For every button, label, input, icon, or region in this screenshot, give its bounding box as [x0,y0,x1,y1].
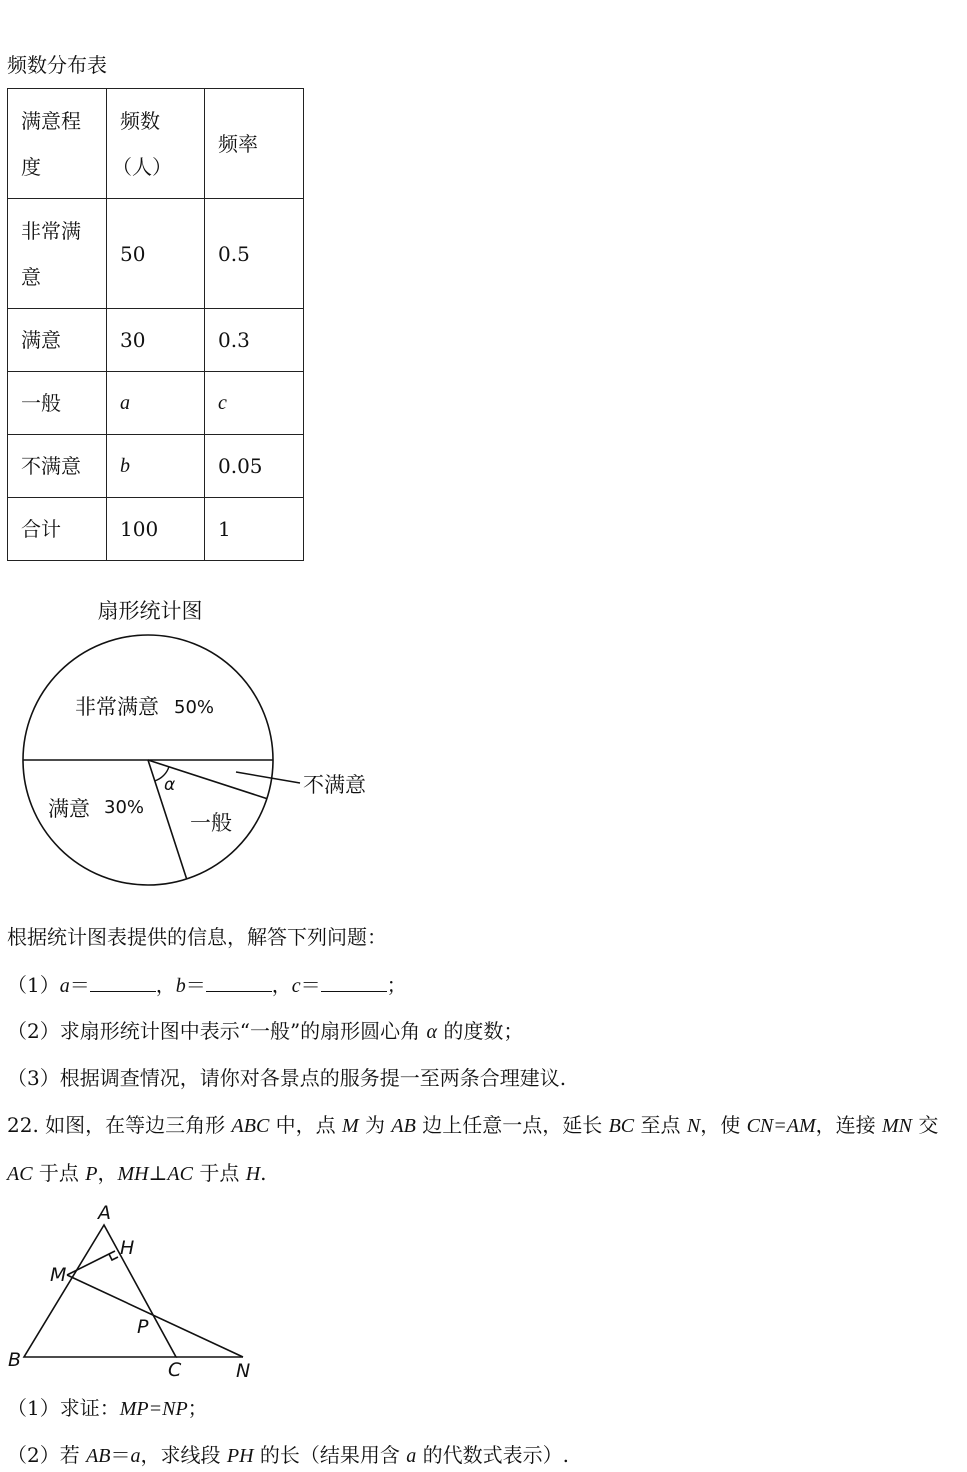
cell-freq: 0.05 [205,435,304,498]
p22-segment-mn: MN [881,1115,912,1137]
label-a: A [98,1202,111,1224]
p22-text: 22. 如图，在等边三角形 [7,1113,232,1137]
segment-mn [67,1275,243,1357]
p22-side-ac: AC [7,1163,33,1185]
q1-prefix: （1） [7,973,60,997]
sub1-prefix: （1）求证： [7,1396,120,1420]
header-cell-level [8,89,107,199]
header-cell-freq: 频率 [205,89,304,199]
table-row [8,199,304,309]
problem22-line2 [7,1160,267,1187]
p22-text: 边上任意一点，延长 [415,1113,609,1137]
slice-label-very-satisfied: 非常满意 [75,695,159,719]
problem22-sub1 [7,1395,208,1422]
p22-text: . [260,1161,267,1185]
label-m: M [50,1264,67,1286]
dissatisfied-leader-line [236,772,300,783]
table-row [8,372,304,435]
cell-freq: 0.3 [205,309,304,372]
q1-blank-b[interactable] [206,971,272,992]
table-caption: 频数分布表 [7,53,107,77]
q1-blank-a[interactable] [90,971,156,992]
sub1-expr: MP=NP [119,1398,188,1420]
cell-freq: 1 [205,498,304,561]
cell-level-line2: 意 [21,264,41,289]
p22-text: 于点 [192,1161,246,1185]
sub2-text: 的长（结果用含 [253,1443,407,1467]
p22-cn-eq-am: CN=AM [746,1115,816,1137]
p22-point-n: N [686,1115,701,1137]
angle-alpha-label: α [164,775,176,795]
q1-eq-a: ＝ [69,973,90,997]
cell-freq: c [205,372,304,435]
problem22-line1 [7,1112,938,1139]
q1-eq-b: ＝ [185,973,206,997]
p22-side-bc: BC [608,1115,635,1137]
table-header-row [8,89,304,199]
table-row [8,309,304,372]
p22-text: 于点 [32,1161,86,1185]
p22-segment-mh: MH [117,1163,149,1185]
cell-count: 100 [107,498,205,561]
table-row [8,498,304,561]
slice-label-dissatisfied: 不满意 [303,773,366,797]
q1-sep-1: ， [155,973,176,997]
pie-chart [0,590,400,890]
cell-level: 不满意 [8,435,107,498]
header-level-line2: 度 [21,154,41,179]
cell-freq: 0.5 [205,199,304,309]
sub2-ph: PH [226,1445,254,1467]
slice-label-general: 一般 [190,811,232,835]
segment-mh [67,1251,115,1275]
q1-end: ； [386,973,407,997]
problem22-sub2 [7,1442,569,1469]
p22-point-p: P [85,1163,98,1185]
label-c: C [168,1359,182,1381]
p22-text: 交 [911,1113,939,1137]
q1-var-b: b [175,975,186,997]
p22-text: ，使 [700,1113,747,1137]
triangle-figure [0,1195,280,1385]
sub2-a: a [130,1445,141,1467]
p22-text: ，连接 [815,1113,882,1137]
cell-count: 30 [107,309,205,372]
header-count-line2: （人） [112,154,172,179]
slice-label-satisfied: 满意 [48,797,90,821]
pie-slices [23,635,273,885]
sub2-eq: ＝ [110,1443,131,1467]
p22-side-ab: AB [391,1115,416,1137]
chart-title: 扇形统计图 [97,599,203,623]
slice-percent-very-satisfied: 50% [174,697,215,718]
header-level-line1: 满意程 [21,108,81,133]
p22-side-ac: AC [167,1163,193,1185]
q2-prefix: （2）求扇形统计图中表示“一般”的扇形圆心角 [7,1019,427,1043]
sub1-end: ； [187,1396,208,1420]
q1-eq-c: ＝ [300,973,321,997]
p22-triangle-abc: ABC [231,1115,270,1137]
table-row [8,435,304,498]
p22-point-m: M [342,1115,359,1137]
sub2-text: 的代数式表示）. [416,1443,569,1467]
frequency-table [7,88,304,561]
sub2-text: （2）若 [7,1443,87,1467]
label-h: H [120,1237,135,1259]
header-count-line1: 频数 [120,108,160,133]
p22-text: 至点 [634,1113,687,1137]
cell-level: 满意 [8,309,107,372]
cell-level-line1: 非常满 [21,218,81,243]
sub2-text: ，求线段 [140,1443,227,1467]
p22-text: 中，点 [269,1113,343,1137]
question-3: （3）根据调查情况，请你对各景点的服务提一至两条合理建议. [7,1066,567,1090]
cell-level: 合计 [8,498,107,561]
q2-suffix: 的度数； [437,1019,524,1043]
sub2-a: a [406,1445,417,1467]
q1-blank-c[interactable] [321,971,387,992]
p22-point-h: H [245,1163,261,1185]
questions-intro: 根据统计图表提供的信息，解答下列问题： [7,925,387,949]
q1-var-a: a [59,975,70,997]
p22-text: ， [97,1161,118,1185]
header-cell-count [107,89,205,199]
q1-sep-2: ， [271,973,292,997]
cell-count: 50 [107,199,205,309]
cell-level [8,199,107,309]
label-n: N [236,1360,251,1382]
right-angle-mark [109,1254,118,1260]
q1-var-c: c [291,975,301,997]
label-p: P [137,1316,149,1338]
question-1 [7,971,407,999]
cell-level: 一般 [8,372,107,435]
question-2 [7,1018,523,1045]
cell-count: a [107,372,205,435]
cell-count: b [107,435,205,498]
p22-perp-symbol: ⊥ [148,1161,168,1185]
sub2-ab: AB [86,1445,111,1467]
slice-percent-satisfied: 30% [104,797,145,818]
p22-text: 为 [358,1113,392,1137]
q2-alpha: α [426,1021,438,1043]
label-b: B [8,1349,22,1371]
